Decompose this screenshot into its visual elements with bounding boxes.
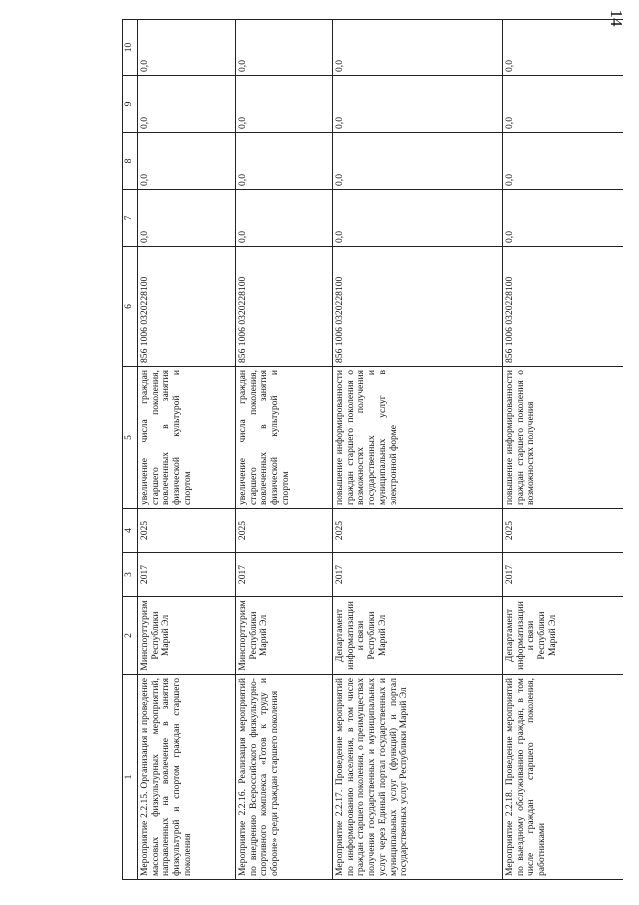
column-header: 4 — [123, 509, 138, 553]
executor-cell: Департамент информатизации и связи Республики Марий Эл — [503, 597, 623, 675]
value-cell: 0,0 — [138, 190, 236, 247]
start-year-cell: 2017 — [333, 553, 503, 597]
executor-cell: Минспорттуризм Республики Марий Эл — [138, 597, 236, 675]
value-cell: 0,0 — [138, 76, 236, 133]
value-cell: 0,0 — [236, 76, 333, 133]
start-year-cell: 2017 — [236, 553, 333, 597]
value-cell: 0,0 — [503, 133, 623, 190]
value-cell: 0,0 — [138, 20, 236, 76]
program-events-table — [122, 19, 623, 880]
rotated-table-container — [122, 20, 622, 880]
budget-code-cell: 856 1006 0320228100 — [333, 247, 503, 367]
result-cell: увеличение числа граждан старшего поколения, вовлеченных в занятия физической культурой и спортом — [138, 367, 236, 509]
column-header: 10 — [123, 20, 138, 76]
table-row — [503, 20, 623, 880]
value-cell: 0,0 — [236, 20, 333, 76]
column-header: 5 — [123, 367, 138, 509]
budget-code-cell: 856 1006 0320228100 — [503, 247, 623, 367]
executor-cell: Минспорттуризм Республики Марий Эл — [236, 597, 333, 675]
table-row — [236, 20, 333, 880]
result-cell: увеличение числа граждан старшего поколения, вовлеченных в занятия физической культурой и спортом — [236, 367, 333, 509]
end-year-cell: 2025 — [333, 509, 503, 553]
event-cell: Мероприятие 2.2.15. Организация и проведение массовых физкультурных мероприятий, направленных на вовлечение в занятия физкультурой и спортом граждан старшего поколения — [138, 675, 236, 880]
value-cell: 0,0 — [236, 133, 333, 190]
column-header: 3 — [123, 553, 138, 597]
column-header: 2 — [123, 597, 138, 675]
column-header: 1 — [123, 675, 138, 880]
column-header: 6 — [123, 247, 138, 367]
value-cell: 0,0 — [333, 76, 503, 133]
page-number: 14 — [607, 9, 626, 27]
result-cell: повышение информированности граждан старшего поколения о возможностях получения государственных и муниципальных услуг в электронной форме — [333, 367, 503, 509]
value-cell: 0,0 — [138, 133, 236, 190]
budget-code-cell: 856 1006 0320228100 — [236, 247, 333, 367]
start-year-cell: 2017 — [503, 553, 623, 597]
table-row — [333, 20, 503, 880]
end-year-cell: 2025 — [236, 509, 333, 553]
value-cell: 0,0 — [503, 190, 623, 247]
executor-cell: Департамент информатизации и связи Республики Марий Эл — [333, 597, 503, 675]
table-row — [138, 20, 236, 880]
column-header: 8 — [123, 133, 138, 190]
header-row — [123, 20, 138, 880]
value-cell: 0,0 — [333, 190, 503, 247]
end-year-cell: 2025 — [138, 509, 236, 553]
event-cell: Мероприятие 2.2.16. Реализация мероприятий по внедрению Всероссийского физкультурно-спортивного комплекса «Готов к труду и обороне» среди граждан старшего поколения — [236, 675, 333, 880]
value-cell: 0,0 — [333, 133, 503, 190]
value-cell: 0,0 — [503, 20, 623, 76]
column-header: 9 — [123, 76, 138, 133]
result-cell: повышение информированности граждан старшего поколения о возможностях получения — [503, 367, 623, 509]
event-cell: Мероприятие 2.2.17. Проведение мероприятий по информированию населения, в том числе граждан старшего поколения, о преимуществах получения государственных и муниципальных услуг через Единый портал государственных и муниципальных услуг (функций) и портал государственных услуг Республики Марий Эл — [333, 675, 503, 880]
event-cell: Мероприятие 2.2.18. Проведение мероприятий по выездному обслуживанию граждан, в том числе граждан старшего поколения, работниками — [503, 675, 623, 880]
budget-code-cell: 856 1006 0320228100 — [138, 247, 236, 367]
value-cell: 0,0 — [503, 76, 623, 133]
value-cell: 0,0 — [236, 190, 333, 247]
end-year-cell: 2025 — [503, 509, 623, 553]
value-cell: 0,0 — [333, 20, 503, 76]
start-year-cell: 2017 — [138, 553, 236, 597]
column-header: 7 — [123, 190, 138, 247]
